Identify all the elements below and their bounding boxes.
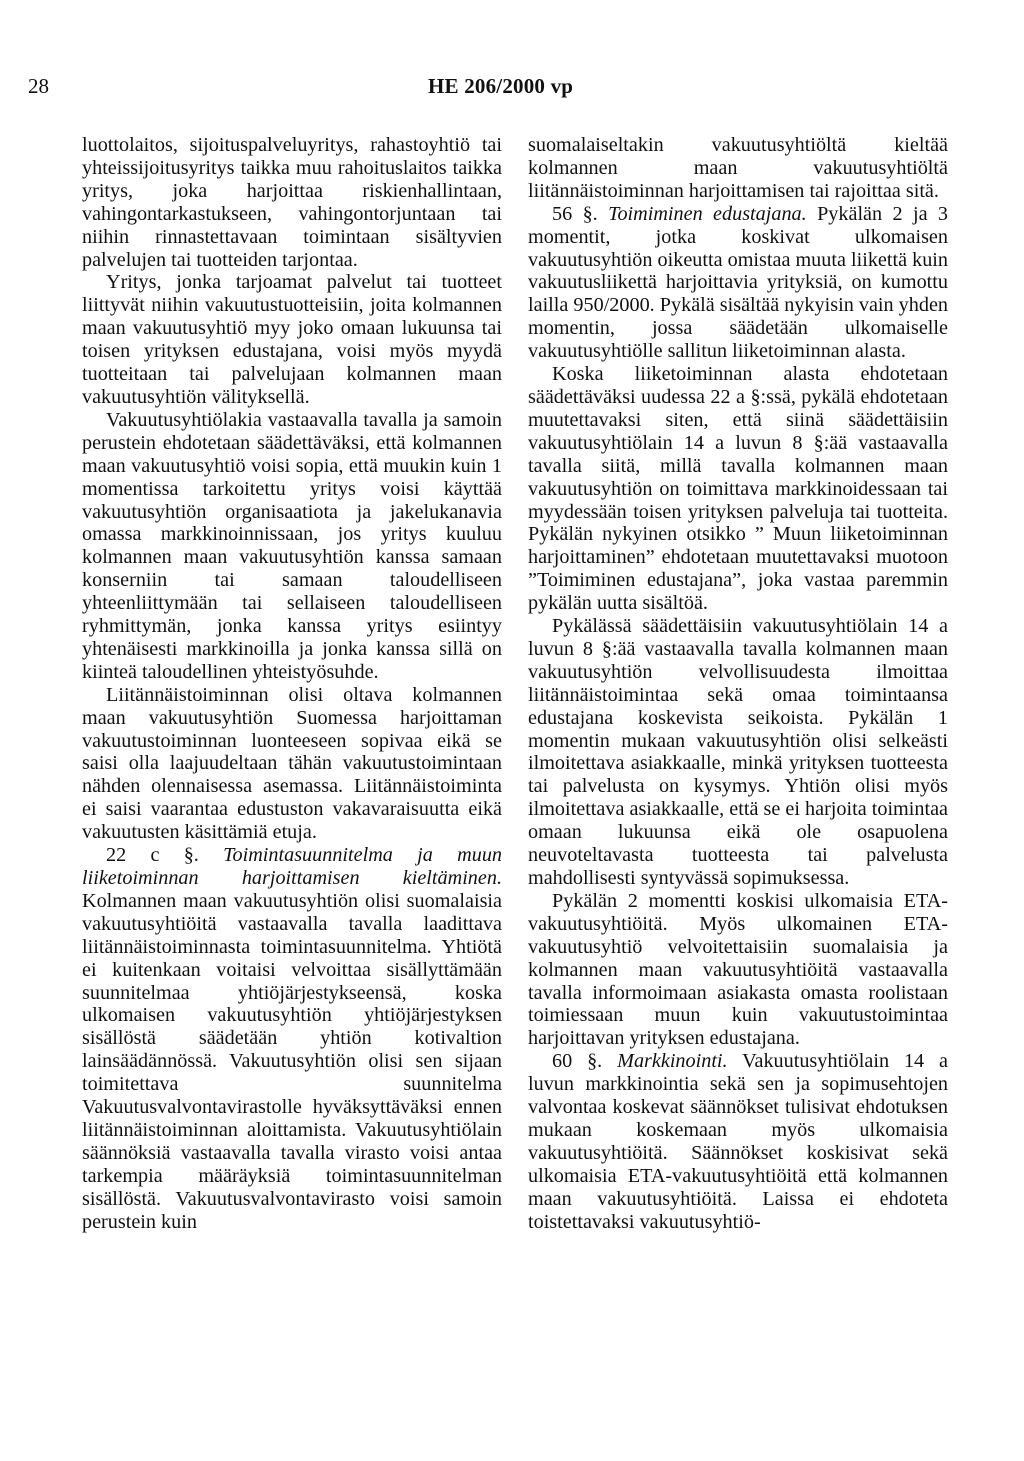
right-column xyxy=(528,134,948,1234)
section-number: 60 §. xyxy=(552,1050,603,1073)
paragraph: luottolaitos, sijoituspalveluyritys, rahastoyhtiö tai yhteissijoitusyritys taikka muu rahoituslaitos taikka yritys, joka harjoittaa riskienhallintaan, vahingontarkastukseen, vahingontorjuntaan tai niihin rinnastettavaan toimintaan sisältyvien palvelujen tai tuotteiden tarjontaa. xyxy=(82,134,502,271)
section-title: Toimiminen edustajana. xyxy=(608,202,807,225)
section-paragraph xyxy=(528,203,948,363)
section-text: Kolmannen maan vakuutusyhtiön olisi suomalaisia vakuutusyhtiöitä vastaavalla tavalla laadittava liitännäistoiminnasta toimintasuunnitelma. Yhtiötä ei kuitenkaan voitaisi velvoittaa sisällyttämään suunnitelmaa yhtiöjärjestykseensä, koska ulkomaisen vakuutusyhtiön yhtiöjärjestyksen sisällöstä säädetään yhtiön kotivaltion lainsäädännössä. Vakuutusyhtiön olisi sen sijaan toimitettava suunnitelma Vakuutusvalvontavirastolle hyväksyttäväksi ennen liitännäistoiminnan aloittamista. Vakuutusyhtiölain säännöksiä vastaavalla tavalla virasto voisi antaa tarkempia määräyksiä toimintasuunnitelman sisällöstä. Vakuutusvalvontavirasto voisi samoin perustein kuin xyxy=(82,889,502,1233)
section-paragraph xyxy=(528,1050,948,1233)
paragraph: Pykälän 2 momentti koskisi ulkomaisia ETA-vakuutusyhtiöitä. Myös ulkomainen ETA-vakuutusyhtiö velvoitettaisiin suomalaisia ja kolmannen maan vakuutusyhtiöitä vastaavalla tavalla informoimaan asiakasta omasta roolistaan toimiessaan muun kuin vakuutustoimintaa harjoittavan yrityksen edustajana. xyxy=(528,889,948,1050)
section-text: Pykälän 2 ja 3 momentit, jotka koskivat ulkomaisen vakuutusyhtiön oikeutta omistaa muuta liikettä kuin vakuutusliikettä harjoittavia yrityksiä, on kumottu lailla 950/2000. Pykälä sisältää nykyisin vain yhden momentin, jossa säädetään ulkomaiselle vakuutusyhtiölle sallitun liiketoiminnan alasta. xyxy=(528,202,948,363)
section-title: Markkinointi. xyxy=(617,1050,728,1073)
paragraph: Pykälässä säädettäisiin vakuutusyhtiölain 14 a luvun 8 §:ää vastaavalla tavalla kolmannen maan vakuutusyhtiön velvollisuudesta ilmoittaa liitännäistoimintaa sekä omaa toimintaansa edustajana koskevista seikoista. Pykälän 1 momentin mukaan vakuutusyhtiön olisi selkeästi ilmoitettava asiakkaalle, minkä yrityksen tuotteesta tai palvelusta on kysymys. Yhtiön olisi myös ilmoitettava asiakkaalle, että se ei harjoita toimintaa omaan lukuunsa eikä ole osapuolena neuvoteltavasta tuotteesta tai palvelusta mahdollisesti syntyvässä sopimuksessa. xyxy=(528,615,948,889)
paragraph: Koska liiketoiminnan alasta ehdotetaan säädettäväksi uudessa 22 a §:ssä, pykälä ehdotetaan muutettavaksi siten, että siinä säädettäisiin vakuutusyhtiölain 14 a luvun 8 §:ää vastaavalla tavalla siitä, millä tavalla kolmannen maan vakuutusyhtiön on toimittava markkinoidessaan tai myydessään toisen yrityksen palveluja tai tuotteita. Pykälän nykyinen otsikko ” Muun liiketoiminnan harjoittaminen” ehdotetaan muutettavaksi muotoon ”Toimiminen edustajana”, joka vastaa paremmin pykälän uutta sisältöä. xyxy=(528,363,948,615)
paragraph: suomalaiseltakin vakuutusyhtiöltä kieltää kolmannen maan vakuutusyhtiöltä liitännäistoiminnan harjoittamisen tai rajoittaa sitä. xyxy=(528,134,948,202)
left-column xyxy=(82,134,502,1234)
running-title: HE 206/2000 vp xyxy=(428,74,574,98)
section-number: 56 §. xyxy=(552,202,598,225)
section-paragraph xyxy=(82,844,502,1233)
section-text: Vakuutusyhtiölain 14 a luvun markkinointia sekä sen ja sopimusehtojen valvontaa koskevat säännökset tulisivat ehdotuksen mukaan koskemaan myös ulkomaisia vakuutusyhtiöitä. Säännökset koskisivat sekä ulkomaisia ETA-vakuutusyhtiöitä että kolmannen maan vakuutusyhtiöitä. Laissa ei ehdoteta toistettavaksi vakuutusyhtiö- xyxy=(528,1050,949,1233)
paragraph: Vakuutusyhtiölakia vastaavalla tavalla ja samoin perustein ehdotetaan säädettäväksi, että kolmannen maan vakuutusyhtiö voisi sopia, että muukin kuin 1 momentissa tarkoitettu yritys voisi käyttää vakuutusyhtiön organisaatiota ja jakelukanavia omassa markkinoinnissaan, jos yritys kuuluu kolmannen maan vakuutusyhtiön kanssa samaan konserniin tai samaan taloudelliseen yhteenliittymään tai sellaiseen taloudelliseen ryhmittymän, jonka kanssa yritys esiintyy yhtenäisesti markkinoilla ja jonka kanssa sillä on kiinteä taloudellinen yhteistyösuhde. xyxy=(82,408,502,683)
section-title: Toimintasuunnitelma ja muun liiketoiminnan harjoittamisen kieltäminen. xyxy=(82,844,503,889)
paragraph: Liitännäistoiminnan olisi oltava kolmannen maan vakuutusyhtiön Suomessa harjoittaman vakuutustoiminnan luonteeseen sopivaa eikä se saisi olla laajuudeltaan tähän vakuutustoimintaan nähden olennaisessa asemassa. Liitännäistoiminta ei saisi vaarantaa edustuston vakavaraisuutta eikä vakuutusten käsittämiä etuja. xyxy=(82,683,502,844)
section-number: 22 c §. xyxy=(106,844,199,867)
paragraph: Yritys, jonka tarjoamat palvelut tai tuotteet liittyvät niihin vakuutustuotteisiin, joita kolmannen maan vakuutusyhtiö myy joko omaan lukuunsa tai toisen yrityksen edustajana, voisi myös myydä tuotteitaan tai palvelujaan kolmannen maan vakuutusyhtiön välityksellä. xyxy=(82,271,502,408)
page-number: 28 xyxy=(28,74,49,98)
